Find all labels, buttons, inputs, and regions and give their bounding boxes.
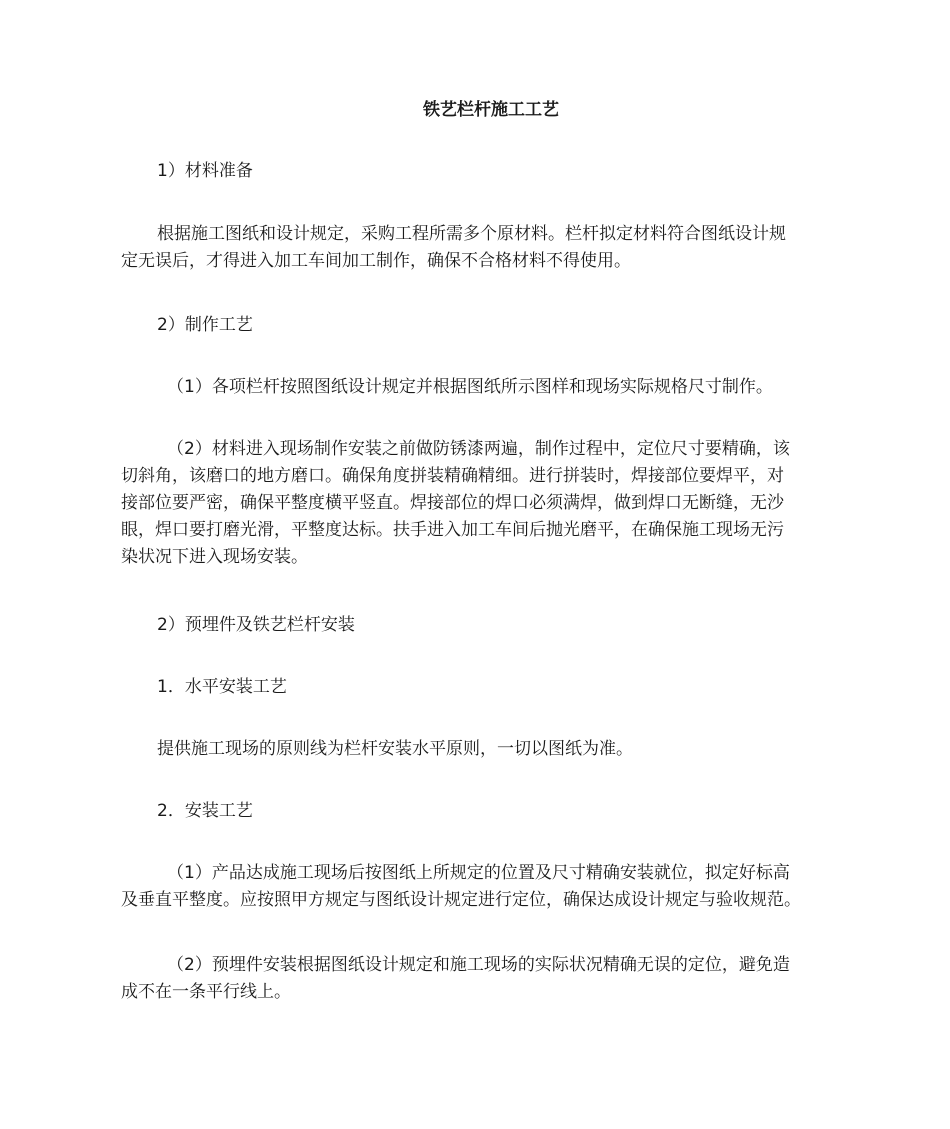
heading-level-installation: 1．水平安装工艺 bbox=[157, 677, 287, 697]
heading-materials: 1）材料准备 bbox=[157, 161, 253, 181]
paragraph-materials: 根据施工图纸和设计规定，采购工程所需多个原材料。栏杆拟定材料符合图纸设计规 定无误后，才得进入加工车间加工制作，确保不合格材料不得使用。 bbox=[121, 224, 786, 271]
document-title: 铁艺栏杆施工工艺 bbox=[423, 100, 559, 120]
heading-installation: 2）预埋件及铁艺栏杆安装 bbox=[157, 615, 355, 635]
paragraph-fabrication-2: （2）材料进入现场制作安装之前做防锈漆两遍，制作过程中，定位尺寸要精确，该 切斜角，该磨口的地方磨口。确保角度拼装精确精细。进行拼装时，焊接部位要焊平，对 接部位要严密，确保平整度横平竖直。焊接部位的焊口必须满焊，做到焊口无断缝，无沙 眼，焊口要打磨光滑，平整度达标。扶手进入加工车间后抛光磨平，在确保施工现场无污 染状况下进入现场安装。 bbox=[121, 439, 790, 567]
heading-fabrication: 2）制作工艺 bbox=[157, 315, 253, 335]
paragraph-fabrication-1: （1）各项栏杆按照图纸设计规定并根据图纸所示图样和现场实际规格尺寸制作。 bbox=[167, 377, 773, 397]
paragraph-installation-1: （1）产品达成施工现场后按图纸上所规定的位置及尺寸精确安装就位，拟定好标高 及垂直平整度。应按照甲方规定与图纸设计规定进行定位，确保达成设计规定与验收规范。 bbox=[121, 863, 801, 910]
paragraph-level-installation: 提供施工现场的原则线为栏杆安装水平原则，一切以图纸为准。 bbox=[157, 739, 633, 759]
paragraph-installation-2: （2）预埋件安装根据图纸设计规定和施工现场的实际状况精确无误的定位，避免造 成不在一条平行线上。 bbox=[121, 955, 790, 1002]
heading-installation-process: 2．安装工艺 bbox=[157, 801, 253, 821]
